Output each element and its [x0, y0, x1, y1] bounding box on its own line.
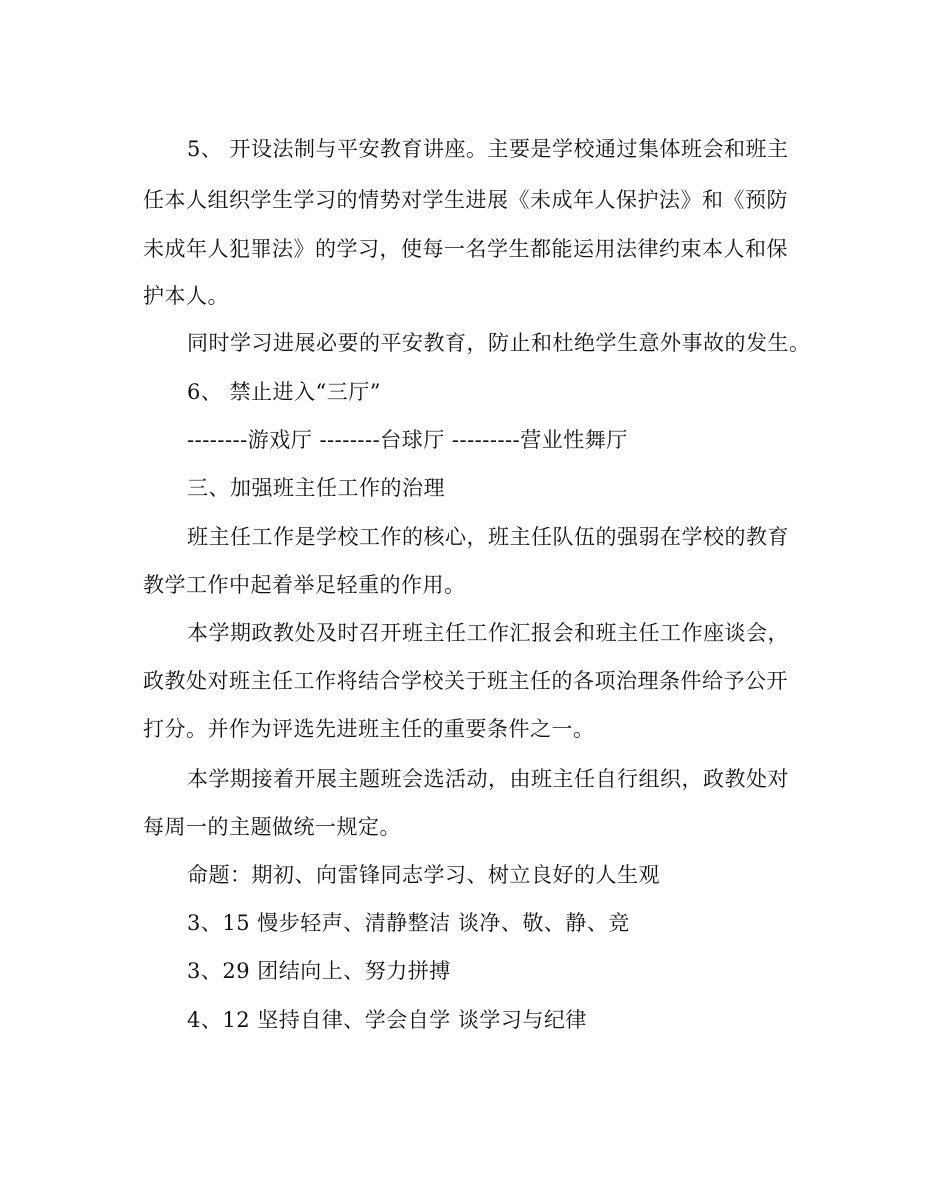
- list-item: 3、29 团结向上、努力拼搏: [187, 959, 451, 983]
- paragraph-line: 本学期接着开展主题班会选活动，由班主任自行组织，政教处对: [187, 767, 789, 791]
- paragraph-line: --------游戏厅 --------台球厅 ---------营业性舞厅: [187, 428, 628, 452]
- paragraph-line: 同时学习进展必要的平安教育，防止和杜绝学生意外事故的发生。: [187, 331, 811, 355]
- list-item: 3、15 慢步轻声、清静整洁 谈净、敬、静、竞: [187, 911, 630, 935]
- paragraph-line: 5、 开设法制与平安教育讲座。主要是学校通过集体班会和班主: [187, 137, 789, 161]
- paragraph-line: 护本人。: [143, 284, 229, 308]
- list-item: 4、12 坚持自律、学会自学 谈学习与纪律: [187, 1008, 587, 1032]
- paragraph-line: 教学工作中起着举足轻重的作用。: [143, 573, 466, 597]
- paragraph-line: 班主任工作是学校工作的核心，班主任队伍的强弱在学校的教育: [187, 525, 789, 549]
- list-item: 命题：期初、向雷锋同志学习、树立良好的人生观: [187, 863, 660, 887]
- paragraph-line: 本学期政教处及时召开班主任工作汇报会和班主任工作座谈会，: [187, 621, 789, 645]
- paragraph-line: 打分。并作为评选先进班主任的重要条件之一。: [143, 717, 595, 741]
- heading-line: 6、 禁止进入“三厅”: [187, 380, 382, 404]
- paragraph-line: 任本人组织学生学习的情势对学生进展《未成年人保护法》和《预防: [143, 188, 788, 212]
- paragraph-line: 每周一的主题做统一规定。: [143, 815, 401, 839]
- section-heading: 三、加强班主任工作的治理: [187, 476, 445, 500]
- paragraph-line: 政教处对班主任工作将结合学校关于班主任的各项治理条件给予公开: [143, 669, 788, 693]
- paragraph-line: 未成年人犯罪法》的学习，使每一名学生都能运用法律约束本人和保: [143, 237, 788, 261]
